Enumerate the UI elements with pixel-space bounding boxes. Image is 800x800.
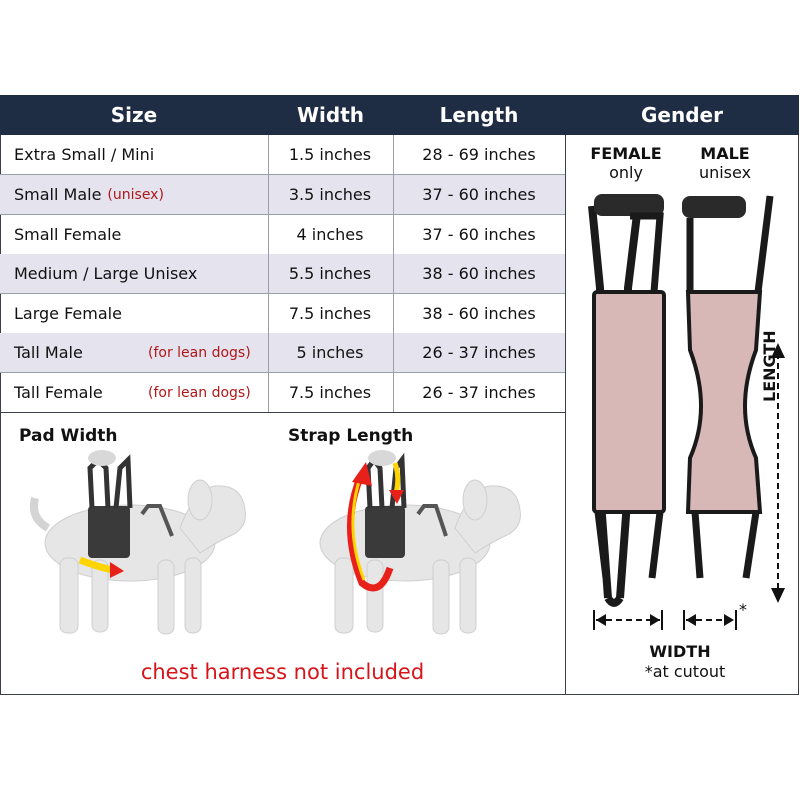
size-label: Small Female (14, 225, 122, 244)
strap-length-title: Strap Length (288, 426, 414, 446)
size-cell (14, 175, 264, 214)
table-row (0, 333, 565, 373)
width-cell: 3.5 inches (288, 185, 372, 204)
length-cell: 26 - 37 inches (422, 343, 536, 362)
table-row (0, 254, 565, 294)
female-sub: only (609, 163, 643, 182)
size-label: Large Female (14, 304, 122, 323)
table-row (0, 294, 565, 334)
header-size: Size (0, 95, 268, 135)
male-sub: unisex (698, 163, 752, 182)
table-bottom-divider (0, 412, 565, 413)
length-cell: 38 - 60 inches (422, 264, 536, 283)
width-cell: 5.5 inches (288, 264, 372, 283)
size-cell (14, 135, 264, 174)
width-note: *at cutout (644, 662, 726, 681)
table-row (0, 215, 565, 255)
header-length: Length (393, 95, 565, 135)
length-label: LENGTH (760, 330, 779, 402)
size-note: (unisex) (107, 186, 164, 203)
male-handle (682, 196, 746, 218)
size-cell (14, 215, 264, 254)
disclaimer-text: chest harness not included (140, 660, 425, 684)
header-gender: Gender (565, 95, 799, 135)
size-cell (14, 294, 264, 333)
female-pad (594, 292, 664, 512)
size-cell (14, 373, 264, 412)
width-asterisk: * (739, 600, 747, 619)
gender-divider (565, 135, 566, 695)
table-row (0, 373, 565, 412)
width-cell: 4 inches (296, 225, 364, 244)
male-label (682, 144, 768, 182)
length-cell: 37 - 60 inches (422, 185, 536, 204)
table-row (0, 175, 565, 215)
size-label: Tall Male (14, 343, 83, 362)
size-label: Medium / Large Unisex (14, 264, 198, 283)
male-title: MALE (700, 144, 750, 163)
width-cell: 5 inches (296, 343, 364, 362)
length-cell: 28 - 69 inches (422, 145, 536, 164)
pad-width-title: Pad Width (19, 426, 118, 446)
female-label (583, 144, 669, 182)
size-cell (14, 333, 264, 372)
female-sling (592, 194, 664, 603)
size-cell (14, 254, 264, 293)
sling-diagram (570, 188, 795, 638)
dog-strap-length-illustration (300, 448, 550, 648)
male-sling (682, 196, 770, 578)
width-cell: 7.5 inches (288, 304, 372, 323)
size-label: Small Male (14, 185, 102, 204)
width-cell: 7.5 inches (288, 383, 372, 402)
column-divider (268, 135, 269, 412)
column-divider (393, 135, 394, 412)
male-pad (688, 292, 760, 512)
length-cell: 26 - 37 inches (422, 383, 536, 402)
width-cell: 1.5 inches (288, 145, 372, 164)
table-row (0, 135, 565, 175)
size-label: Tall Female (14, 383, 103, 402)
length-cell: 37 - 60 inches (422, 225, 536, 244)
dog-pad-width-illustration (20, 448, 270, 648)
size-note: (for lean dogs) (148, 344, 251, 361)
female-title: FEMALE (590, 144, 662, 163)
size-note: (for lean dogs) (148, 384, 251, 401)
size-label: Extra Small / Mini (14, 145, 155, 164)
width-label: WIDTH (649, 642, 711, 661)
length-cell: 38 - 60 inches (422, 304, 536, 323)
header-width: Width (268, 95, 393, 135)
